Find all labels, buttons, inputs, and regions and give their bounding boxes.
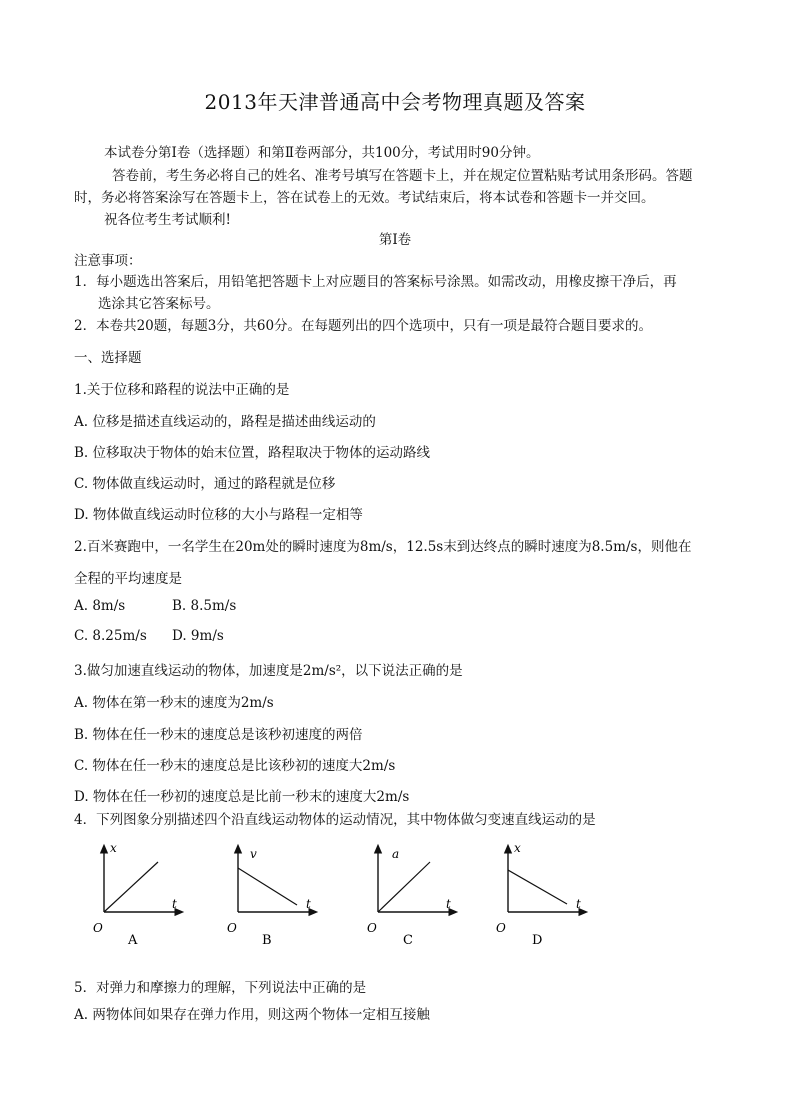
q1-option-a: A. 位移是描述直线运动的，路程是描述曲线运动的 xyxy=(74,414,376,430)
graph-d-origin: O xyxy=(496,921,506,935)
q2-option-a: A. 8m/s xyxy=(74,598,126,614)
q4-stem: 4．下列图象分别描述四个沿直线运动物体的运动情况，其中物体做匀变速直线运动的是 xyxy=(74,812,596,828)
graph-c-line xyxy=(378,862,430,912)
intro-paragraph-3: 祝各位考生考试顺利! xyxy=(104,212,231,228)
graph-c xyxy=(367,847,454,948)
note-2: 2．本卷共20题，每题3分，共60分。在每题列出的四个选项中，只有一项是最符合题目要求的。 xyxy=(74,318,653,334)
graph-b-xlabel: t xyxy=(306,897,311,911)
graph-b-label: B xyxy=(262,933,272,948)
q1-option-b: B. 位移取决于物体的始末位置，路程取决于物体的运动路线 xyxy=(74,445,431,461)
graph-c-label: C xyxy=(403,933,413,948)
graph-c-origin: O xyxy=(367,921,377,935)
notes-heading: 注意事项： xyxy=(74,253,142,269)
graph-a-origin: O xyxy=(93,921,103,935)
page-title: 2013年天津普通高中会考物理真题及答案 xyxy=(204,90,586,114)
note-1a: 1．每小题选出答案后，用铅笔把答题卡上对应题目的答案标号涂黑。如需改动，用橡皮擦干净后，再 xyxy=(74,274,677,290)
graph-d-ylabel: x xyxy=(514,841,521,855)
intro-paragraph-1: 本试卷分第Ⅰ卷（选择题）和第Ⅱ卷两部分，共100分，考试用时90分钟。 xyxy=(104,145,540,161)
graph-d xyxy=(496,841,584,948)
graph-a-line xyxy=(104,862,158,912)
graph-b xyxy=(227,847,314,948)
graph-b-ylabel: v xyxy=(250,847,257,861)
graph-d-line xyxy=(508,870,567,904)
graph-a-xlabel: t xyxy=(172,897,177,911)
q2-option-c: C. 8.25m/s xyxy=(74,628,147,644)
q3-option-d: D. 物体在任一秒初的速度总是比前一秒末的速度大2m/s xyxy=(74,789,410,805)
q2-stem-b: 全程的平均速度是 xyxy=(74,571,182,587)
q1-option-d: D. 物体做直线运动时位移的大小与路程一定相等 xyxy=(74,507,363,523)
intro-paragraph-2b: 时，务必将答案涂写在答题卡上，答在试卷上的无效。考试结束后，将本试卷和答题卡一并交回。 xyxy=(74,190,655,206)
intro-paragraph-2a: 答卷前，考生务必将自己的姓名、准考号填写在答题卡上，并在规定位置粘贴考试用条形码。答题 xyxy=(112,168,693,184)
part-heading: 一、选择题 xyxy=(74,350,142,366)
section-title: 第Ⅰ卷 xyxy=(378,232,412,248)
q3-stem: 3.做匀加速直线运动的物体，加速度是2m/s²，以下说法正确的是 xyxy=(74,663,463,679)
q2-options-row-1 xyxy=(74,598,236,614)
graph-d-xlabel: t xyxy=(576,897,581,911)
note-1b: 选涂其它答案标号。 xyxy=(98,296,220,312)
graph-c-xlabel: t xyxy=(446,897,451,911)
q4-graphs xyxy=(88,838,608,948)
graph-a-ylabel: x xyxy=(110,841,117,855)
q3-option-b: B. 物体在任一秒末的速度总是该秒初速度的两倍 xyxy=(74,727,363,743)
graph-b-origin: O xyxy=(227,921,237,935)
graph-c-ylabel: a xyxy=(392,847,400,861)
graph-b-line xyxy=(238,868,297,905)
graph-a-label: A xyxy=(128,933,138,948)
q2-stem-a: 2.百米赛跑中，一名学生在20m处的瞬时速度为8m/s，12.5s末到达终点的瞬时速度为8.5m/s，则他在 xyxy=(74,539,692,555)
q2-options-row-2 xyxy=(74,628,224,644)
q1-stem: 1.关于位移和路程的说法中正确的是 xyxy=(74,382,290,398)
graph-a xyxy=(93,841,180,948)
q5-stem: 5．对弹力和摩擦力的理解，下列说法中正确的是 xyxy=(74,980,367,996)
q1-option-c: C. 物体做直线运动时，通过的路程就是位移 xyxy=(74,476,336,492)
q3-option-c: C. 物体在任一秒末的速度总是比该秒初的速度大2m/s xyxy=(74,758,396,774)
q2-option-d: D. 9m/s xyxy=(172,628,224,644)
graph-d-label: D xyxy=(532,933,543,948)
q2-option-b: B. 8.5m/s xyxy=(172,598,237,614)
q5-option-a: A. 两物体间如果存在弹力作用，则这两个物体一定相互接触 xyxy=(74,1007,430,1023)
q3-option-a: A. 物体在第一秒末的速度为2m/s xyxy=(74,695,274,711)
